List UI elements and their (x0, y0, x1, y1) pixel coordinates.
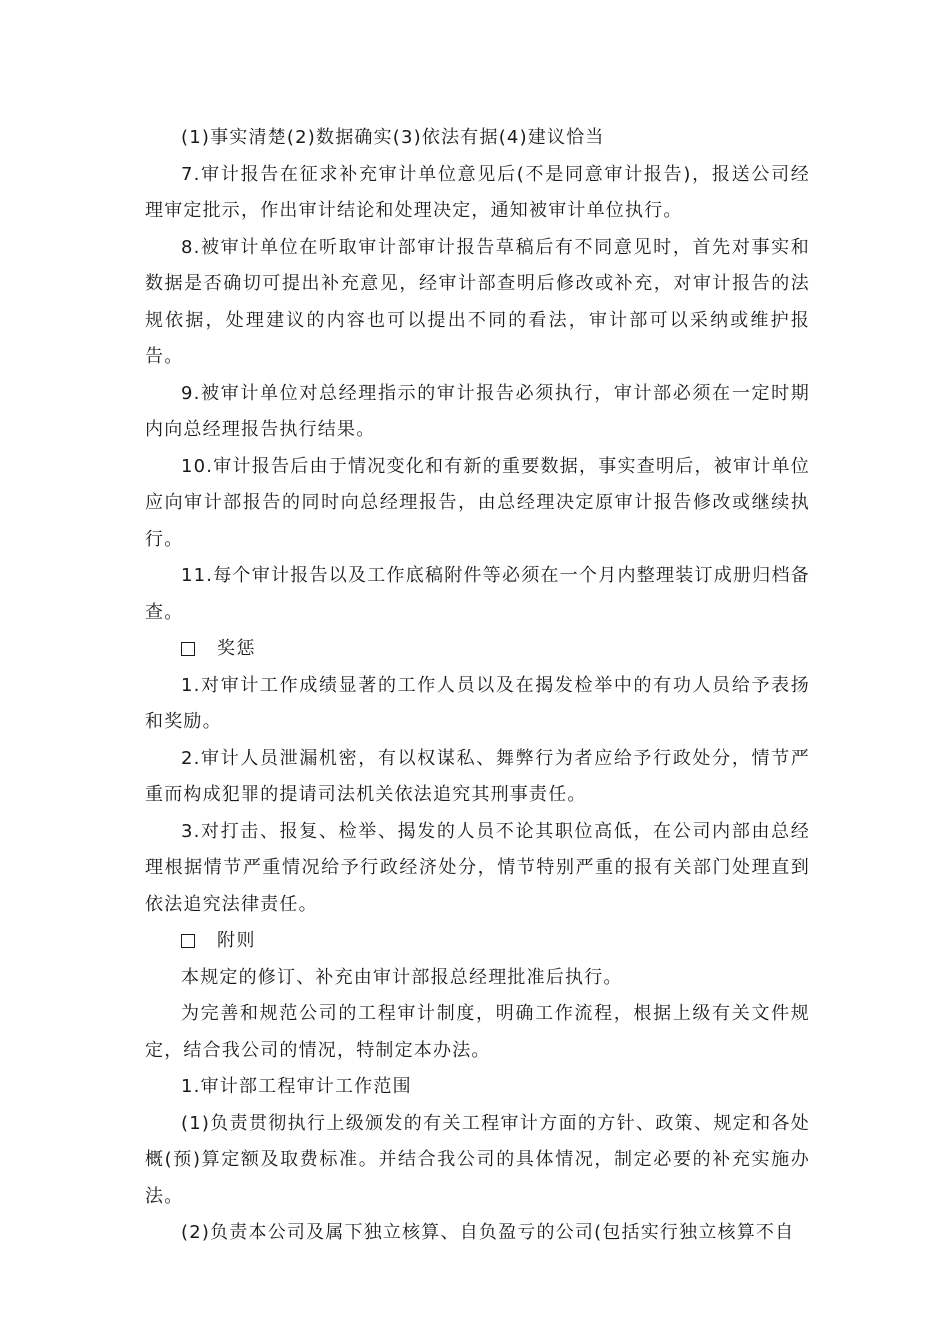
paragraph-scope-1: (1)负责贯彻执行上级颁发的有关工程审计方面的方针、政策、规定和各处概(预)算定额及取费标准。并结合我公司的具体情况，制定必要的补充实施办法。 (145, 1112, 810, 1207)
section-heading-label: 附则 (217, 930, 256, 951)
paragraph-reward-1: 1.对审计工作成绩显著的工作人员以及在揭发检举中的有功人员给予表扬和奖励。 (145, 674, 810, 732)
section-heading-appendix (145, 923, 810, 960)
paragraph-audit-principles: (1)事实清楚(2)数据确实(3)依法有据(4)建议恰当 (181, 127, 605, 148)
paragraph-item-11: 11.每个审计报告以及工作底稿附件等必须在一个月内整理装订成册归档备查。 (145, 565, 810, 623)
paragraph-reward-3: 3.对打击、报复、检举、揭发的人员不论其职位高低，在公司内部由总经理根据情节严重情况给予行政经济处分，情节特别严重的报有关部门处理直到依法追究法律责任。 (145, 820, 810, 915)
paragraph-intro: 为完善和规范公司的工程审计制度，明确工作流程，根据上级有关文件规定，结合我公司的情况，特制定本办法。 (145, 1003, 810, 1061)
section-heading-label: 奖惩 (217, 638, 256, 659)
paragraph-reward-2: 2.审计人员泄漏机密，有以权谋私、舞弊行为者应给予行政处分，情节严重而构成犯罪的提请司法机关依法追究其刑事责任。 (145, 747, 810, 805)
paragraph-item-10: 10.审计报告后由于情况变化和有新的重要数据，事实查明后，被审计单位应向审计部报告的同时向总经理报告，由总经理决定原审计报告修改或继续执行。 (145, 455, 810, 550)
paragraph-scope-heading: 1.审计部工程审计工作范围 (181, 1076, 412, 1097)
document-body (145, 120, 810, 1252)
paragraph-item-7: 7.审计报告在征求补充审计单位意见后(不是同意审计报告)，报送公司经理审定批示，作出审计结论和处理决定，通知被审计单位执行。 (145, 163, 810, 221)
checkbox-icon (181, 934, 195, 948)
paragraph-appendix-1: 本规定的修订、补充由审计部报总经理批准后执行。 (181, 966, 623, 988)
paragraph-item-9: 9.被审计单位对总经理指示的审计报告必须执行，审计部必须在一定时期内向总经理报告执行结果。 (145, 382, 810, 440)
section-heading-rewards (145, 631, 810, 668)
checkbox-icon (181, 642, 195, 656)
paragraph-item-8: 8.被审计单位在听取审计部审计报告草稿后有不同意见时，首先对事实和数据是否确切可提出补充意见，经审计部查明后修改或补充，对审计报告的法规依据，处理建议的内容也可以提出不同的看法，审计部可以采纳或维护报告。 (145, 236, 810, 367)
paragraph-scope-2: (2)负责本公司及属下独立核算、自负盈亏的公司(包括实行独立核算不自 (181, 1222, 795, 1243)
